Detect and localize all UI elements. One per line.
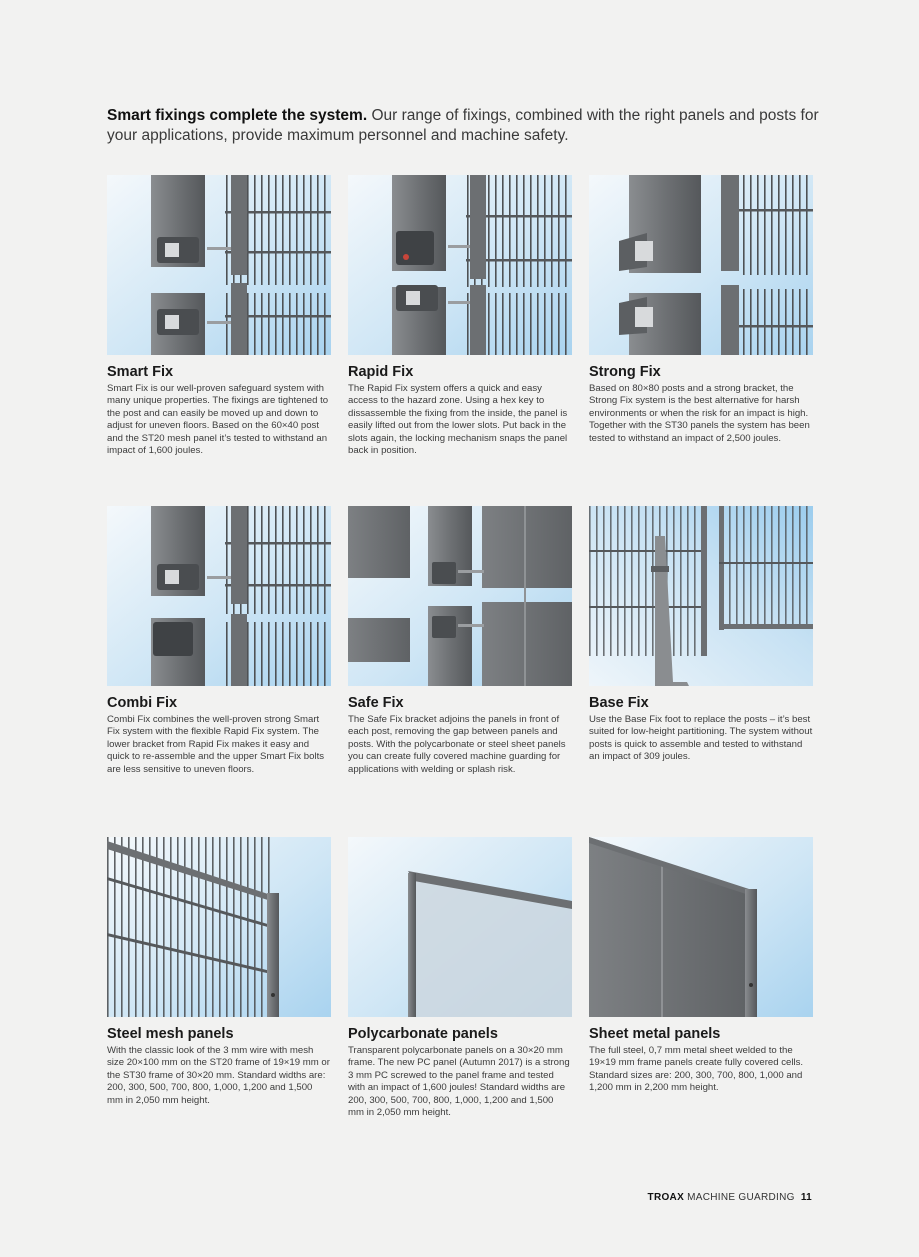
intro-paragraph	[107, 106, 827, 146]
card-safe-fix	[348, 506, 572, 837]
sheet-metal-panel-image	[589, 837, 813, 1017]
card-text: Use the Base Fix foot to replace the posts – it’s best suited for low-height partitioning. The system without posts is quick to assemble and tested to withstand an impact of 309 joules.	[589, 714, 813, 763]
card-title: Sheet metal panels	[589, 1026, 721, 1042]
smart-fix-image	[107, 175, 331, 355]
strong-fix-image	[589, 175, 813, 355]
card-combi-fix	[107, 506, 331, 837]
footer-brand: TROAX	[647, 1192, 685, 1203]
page-footer	[648, 1192, 812, 1203]
steel-mesh-panel-image	[107, 837, 331, 1017]
base-fix-image	[589, 506, 813, 686]
card-title: Rapid Fix	[348, 364, 414, 380]
card-title: Smart Fix	[107, 364, 174, 380]
card-steel-mesh-panels	[107, 837, 331, 1168]
card-text: The Safe Fix bracket adjoins the panels in front of each post, removing the gap between panels and posts. With the polycarbonate or steel sheet panels you can create fully covered machine guarding for applications with welding or splash risk.	[348, 714, 566, 775]
card-title: Strong Fix	[589, 364, 661, 380]
polycarbonate-panel-image	[348, 837, 572, 1017]
footer-section: MACHINE GUARDING	[687, 1192, 795, 1203]
card-smart-fix	[107, 175, 331, 506]
card-polycarbonate-panels	[348, 837, 572, 1168]
card-title: Safe Fix	[348, 695, 404, 711]
rapid-fix-image	[348, 175, 572, 355]
card-text: The Rapid Fix system offers a quick and easy access to the hazard zone. Using a hex key to dissassemble the fixing from the inside, the panel is easily lifted out from the lower slots. Put back in the slots again, the locking mechanism snaps the panel back in position.	[348, 383, 568, 457]
card-strong-fix	[589, 175, 813, 506]
card-title: Steel mesh panels	[107, 1026, 234, 1042]
card-text: With the classic look of the 3 mm wire with mesh size 20×100 mm on the ST20 frame of 19×19 mm or the ST30 frame of 30×20 mm. Standard widths are: 200, 300, 500, 700, 800, 1,000, 1,200 and 1,500 mm in 2,050 mm height.	[107, 1045, 330, 1106]
product-grid	[107, 175, 813, 1168]
card-base-fix	[589, 506, 813, 837]
card-text: Combi Fix combines the well-proven strong Smart Fix system with the flexible Rapid Fix system. The lower bracket from Rapid Fix makes it easy and quick to re-assemble and the upper Smart Fix bolts are less sensitive to uneven floors.	[107, 714, 325, 775]
card-text: Based on 80×80 posts and a strong bracket, the Strong Fix system is the best alternative for harsh environments or when the risk for an impact is high. Together with the ST30 panels the system has been tested to withstand an impact of 2,500 joules.	[589, 383, 810, 444]
intro-lead: Smart fixings complete the system.	[107, 107, 368, 124]
card-title: Combi Fix	[107, 695, 178, 711]
card-rapid-fix	[348, 175, 572, 506]
combi-fix-image	[107, 506, 331, 686]
safe-fix-image	[348, 506, 572, 686]
intro-text: Our range of fixings, combined with the right panels and posts for your applications, provide maximum personnel and machine safety.	[107, 107, 819, 144]
card-text: Transparent polycarbonate panels on a 30×20 mm frame. The new PC panel (Autumn 2017) is a strong 3 mm PC screwed to the panel frame and tested with an impact of 1,600 joules! Standard widths are 200, 300, 500, 700, 800, 1,000, 1,200 and 1,500 mm in 2,050 mm height.	[348, 1045, 570, 1119]
card-title: Polycarbonate panels	[348, 1026, 498, 1042]
card-title: Base Fix	[589, 695, 649, 711]
card-text: Smart Fix is our well-proven safeguard system with many unique properties. The fixings are tightened to the post and can easily be moved up and down to adjust for uneven floors. Based on the 60×40 post and the ST20 mesh panel it’s tested to withstand an impact of 1,600 joules.	[107, 383, 329, 457]
card-text: The full steel, 0,7 mm metal sheet welded to the 19×19 mm frame panels create fully covered cells. Standard sizes are: 200, 300, 700, 800, 1,000 and 1,200 mm in 2,200 mm height.	[589, 1045, 804, 1094]
page-number: 11	[800, 1192, 812, 1203]
card-sheet-metal-panels	[589, 837, 813, 1168]
